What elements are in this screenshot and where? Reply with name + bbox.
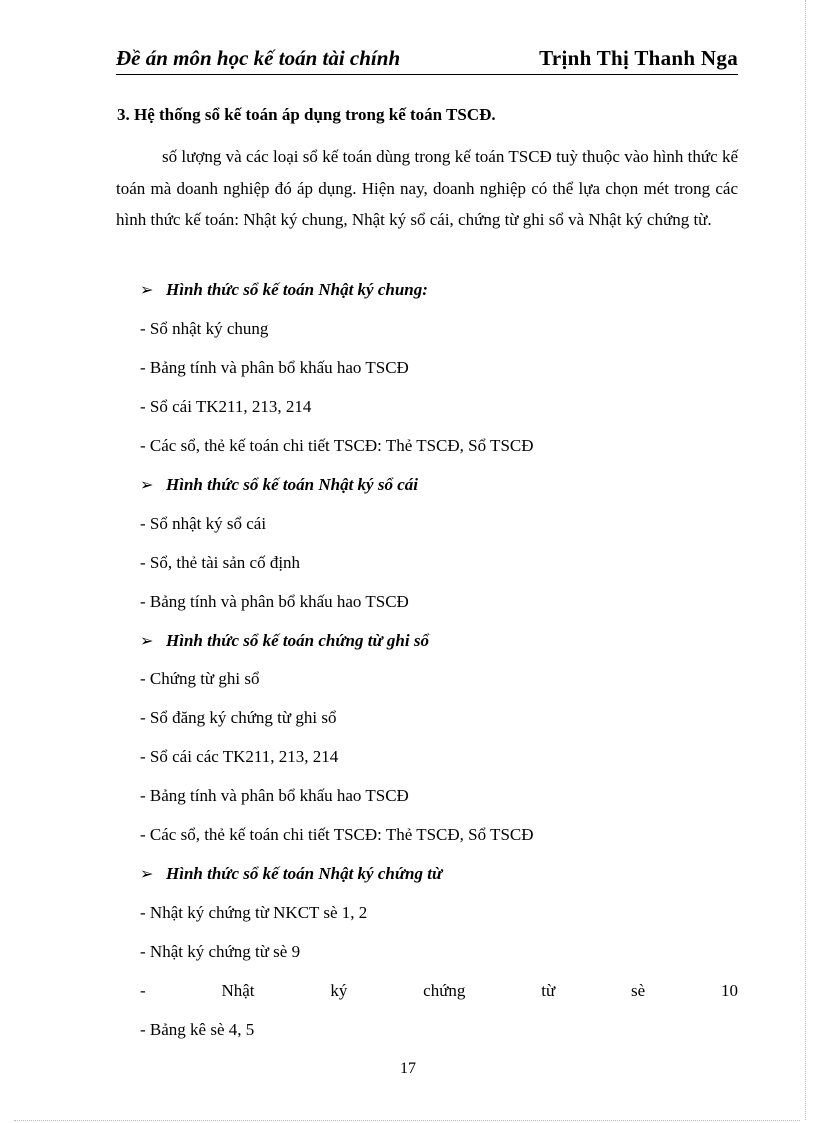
word: sè [630,981,646,1000]
list-item: - Sổ nhật ký sổ cái [140,514,267,533]
word: ký [330,981,348,1000]
word: - [140,981,146,1000]
list-item: - Các sổ, thẻ kế toán chi tiết TSCĐ: Thẻ TSCĐ, Sổ TSCĐ [140,825,534,844]
arrow-bullet-icon: ➢ [140,866,154,883]
page-number: 17 [400,1060,416,1077]
header-author: Trịnh Thị Thanh Nga [539,46,738,70]
word: Nhật [221,981,255,1000]
list-item: - Nhật ký chứng từ NKCT sè 1, 2 [140,903,368,922]
word: từ [541,981,556,1000]
arrow-bullet-icon: ➢ [140,633,154,650]
section-title: 3. Hệ thống sổ kế toán áp dụng trong kế toán TSCĐ. [117,105,496,124]
list-item: - Sổ nhật ký chung [140,319,269,338]
list-item: - Sổ cái các TK211, 213, 214 [140,747,339,766]
subheading-nhat-ky-chung [140,280,428,300]
list-item: - Bảng tính và phân bổ khấu hao TSCĐ [140,358,409,377]
list-item: - Chứng từ ghi sổ [140,669,260,688]
subheading-chung-tu-ghi-so [140,631,429,651]
list-item: - Bảng kê sè 4, 5 [140,1020,255,1039]
arrow-bullet-icon: ➢ [140,477,154,494]
page-border-right [805,0,806,1120]
list-item-justified [140,981,738,1001]
subheading-text: Hình thức sổ kế toán Nhật ký sổ cái [166,475,418,494]
header-title: Đề án môn học kế toán tài chính [116,46,401,70]
list-item: - Sổ cái TK211, 213, 214 [140,397,312,416]
subheading-text: Hình thức sổ kế toán chứng từ ghi sổ [166,631,429,650]
arrow-bullet-icon: ➢ [140,282,154,299]
subheading-text: Hình thức sổ kế toán Nhật ký chung: [166,280,428,299]
page-header [116,44,738,75]
subheading-nhat-ky-so-cai [140,475,418,495]
list-item: - Bảng tính và phân bổ khấu hao TSCĐ [140,786,409,805]
word: 10 [720,981,738,1000]
list-item: - Nhật ký chứng từ sè 9 [140,942,301,961]
subheading-nhat-ky-chung-tu [140,864,442,884]
list-item: - Các sổ, thẻ kế toán chi tiết TSCĐ: Thẻ TSCĐ, Sổ TSCĐ [140,436,534,455]
intro-paragraph: số lượng và các loại sổ kế toán dùng trong kế toán TSCĐ tuỳ thuộc vào hình thức kế toán mà doanh nghiệp đó áp dụng. Hiện nay, doanh nghiệp có thể lựa chọn mét trong các hình thức kế toán: Nhật ký chung, Nhật ký sổ cái, chứng từ ghi sổ và Nhật ký chứng từ. [116,147,738,229]
list-item: - Bảng tính và phân bổ khấu hao TSCĐ [140,592,409,611]
word: chứng [423,981,466,1000]
list-item: - Sổ, thẻ tài sản cố định [140,553,301,572]
page-border-bottom [14,1120,800,1121]
list-item: - Sổ đăng ký chứng từ ghi sổ [140,708,337,727]
subheading-text: Hình thức sổ kế toán Nhật ký chứng từ [166,864,443,883]
